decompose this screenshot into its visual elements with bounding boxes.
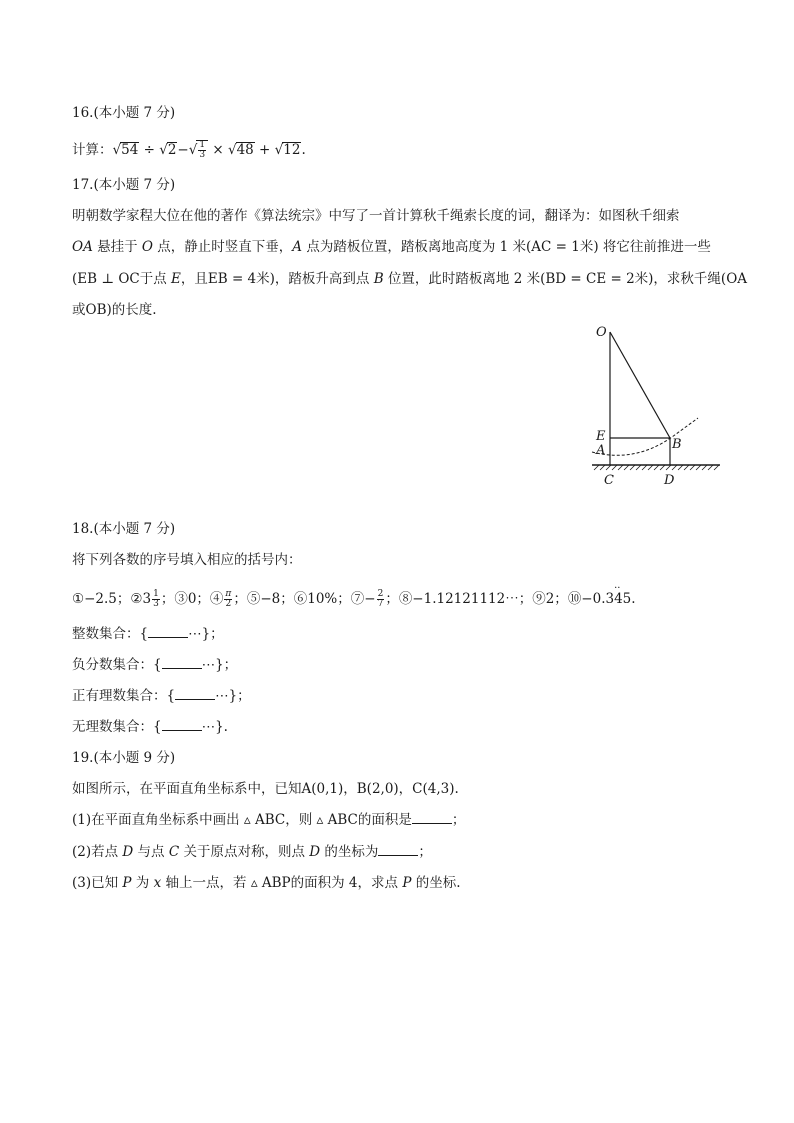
- var-p: P: [122, 875, 132, 891]
- q19-part-1: [72, 811, 465, 829]
- fraction-numerator: 1: [153, 589, 159, 599]
- set-label: 正有理数集合：{: [72, 688, 176, 704]
- radicand-54: 54: [121, 142, 139, 158]
- ground-hatching: [594, 465, 719, 470]
- divide-sign: ÷: [139, 142, 160, 158]
- fraction-numerator: 1: [199, 140, 206, 150]
- label-a: A: [596, 443, 606, 458]
- set-positive-rationals: [72, 687, 251, 705]
- answer-blank[interactable]: [412, 811, 452, 824]
- fraction-denominator: 3: [199, 150, 206, 160]
- rope-ob: [610, 332, 670, 438]
- set-negative-fractions: [72, 656, 237, 674]
- text: ；: [418, 844, 432, 860]
- q19-heading: 19.(本小题 9 分): [72, 750, 176, 766]
- number-4: ④: [209, 591, 224, 607]
- q17-line-3: [72, 270, 747, 288]
- q19-part-3: [72, 874, 461, 892]
- set-irrationals: [72, 718, 228, 736]
- number-3: ③0；: [174, 591, 210, 607]
- answer-blank[interactable]: [378, 843, 418, 856]
- var-oa: OA: [72, 239, 93, 255]
- set-label: 负分数集合：{: [72, 657, 162, 673]
- text: 与点: [133, 844, 169, 860]
- var-d: D: [309, 844, 321, 860]
- set-label: 整数集合：{: [72, 626, 149, 642]
- answer-blank[interactable]: [162, 718, 202, 731]
- set-tail: ⋯}；: [215, 688, 251, 704]
- q16-heading: 16.(本小题 7 分): [72, 105, 176, 121]
- sqrt-symbol: √: [112, 142, 122, 158]
- times-sign: ×: [208, 142, 228, 158]
- separator: ；: [160, 591, 175, 607]
- q17-line-2: [72, 238, 711, 256]
- fraction-2-7: [377, 590, 385, 609]
- set-tail: ⋯}；: [188, 626, 224, 642]
- sqrt-symbol: √: [188, 142, 198, 158]
- q18-heading: 18.(本小题 7 分): [72, 521, 176, 537]
- minus-sign: −: [177, 142, 189, 158]
- var-x: x: [153, 875, 162, 891]
- fraction-1-3: [152, 590, 160, 609]
- period: .: [631, 591, 636, 607]
- text: 的坐标.: [411, 875, 461, 891]
- text: (EB ⊥ OC于点: [72, 271, 172, 287]
- fraction-denominator: 2: [225, 599, 232, 609]
- sqrt-symbol: √: [159, 142, 168, 158]
- radicand-fraction: [196, 140, 208, 160]
- label-e: E: [596, 429, 606, 444]
- set-tail: ⋯}；: [201, 657, 238, 673]
- q17-line-4: 或OB)的长度.: [72, 302, 157, 318]
- radicand-2: 2: [167, 142, 177, 158]
- set-integers: [72, 625, 224, 643]
- text: 轴上一点，若 ▵ ABP的面积为 4，求点: [161, 875, 403, 891]
- number-6: ⑥10%；: [293, 591, 351, 607]
- text: 为: [131, 875, 154, 891]
- q16-expression: [72, 140, 306, 160]
- var-o: O: [141, 239, 153, 255]
- answer-blank[interactable]: [162, 656, 202, 669]
- sqrt-symbol: √: [227, 142, 237, 158]
- var-a: A: [292, 239, 303, 255]
- number-8: ⑧−1.12121112⋯；: [398, 591, 533, 607]
- period: .: [301, 142, 306, 158]
- fraction-one-third: [198, 141, 206, 160]
- text: (2)若点: [72, 844, 123, 860]
- plus-sign: +: [254, 142, 275, 158]
- number-5: ⑤−8；: [246, 591, 294, 607]
- var-b: B: [373, 271, 384, 287]
- separator: ；: [233, 591, 247, 607]
- text: 悬挂于: [92, 239, 142, 255]
- var-e: E: [171, 271, 181, 287]
- q17-heading: 17.(本小题 7 分): [72, 177, 176, 193]
- swing-arc: [592, 418, 698, 455]
- radicand-48: 48: [236, 142, 254, 158]
- text: ；: [451, 812, 466, 828]
- fraction-pi-2: [224, 590, 232, 609]
- text: 位置，此时踏板离地 2 米(BD = CE = 2米)，求秋千绳(OA: [383, 271, 748, 287]
- fraction-denominator: 3: [153, 599, 159, 609]
- q17-line-1: 明朝数学家程大位在他的著作《算法统宗》中写了一首计算秋千绳索长度的词，翻译为：如图秋千细索: [72, 208, 680, 224]
- fraction-numerator: π: [225, 589, 232, 599]
- number-2: ②3: [130, 591, 152, 607]
- text: ，且EB = 4米)，踏板升高到点: [180, 271, 374, 287]
- set-tail: ⋯}.: [201, 719, 228, 735]
- var-c: C: [168, 844, 180, 860]
- calc-label: 计算：: [72, 142, 113, 158]
- fraction-denominator: 7: [377, 599, 384, 609]
- number-7: ⑦−: [350, 591, 376, 607]
- text: 点为踏板位置，踏板离地高度为 1 米(AC = 1米) 将它往前推进一些: [302, 239, 711, 255]
- number-1: ①−2.5；: [72, 591, 131, 607]
- fraction-numerator: 2: [377, 589, 384, 599]
- text: 点，静止时竖直下垂，: [153, 239, 293, 255]
- label-b: B: [672, 437, 682, 452]
- sqrt-symbol: √: [274, 142, 284, 158]
- answer-blank[interactable]: [175, 687, 215, 700]
- swing-figure: [580, 318, 730, 490]
- text: (1)在平面直角坐标系中画出 ▵ ABC，则 ▵ ABC的面积是: [72, 812, 412, 828]
- number-9: ⑨2；: [532, 591, 568, 607]
- set-label: 无理数集合：{: [72, 719, 162, 735]
- var-d: D: [122, 844, 134, 860]
- q19-intro: 如图所示，在平面直角坐标系中，已知A(0,1)，B(2,0)，C(4,3).: [72, 781, 459, 797]
- number-10: ⑩−0.3: [567, 591, 615, 607]
- separator: ；: [385, 591, 399, 607]
- q18-instruction: 将下列各数的序号填入相应的括号内：: [72, 552, 302, 568]
- repeating-digits: ·· 45: [614, 591, 631, 607]
- radicand-12: 12: [283, 142, 301, 158]
- answer-blank[interactable]: [148, 625, 188, 638]
- text: (3)已知: [72, 875, 123, 891]
- label-d: D: [664, 473, 675, 488]
- label-o: O: [596, 325, 607, 340]
- label-c: C: [604, 473, 614, 488]
- text: 的坐标为: [320, 844, 379, 860]
- text: 关于原点对称，则点: [179, 844, 310, 860]
- q19-part-2: [72, 843, 432, 861]
- q18-number-list: [72, 590, 636, 609]
- var-p: P: [402, 875, 412, 891]
